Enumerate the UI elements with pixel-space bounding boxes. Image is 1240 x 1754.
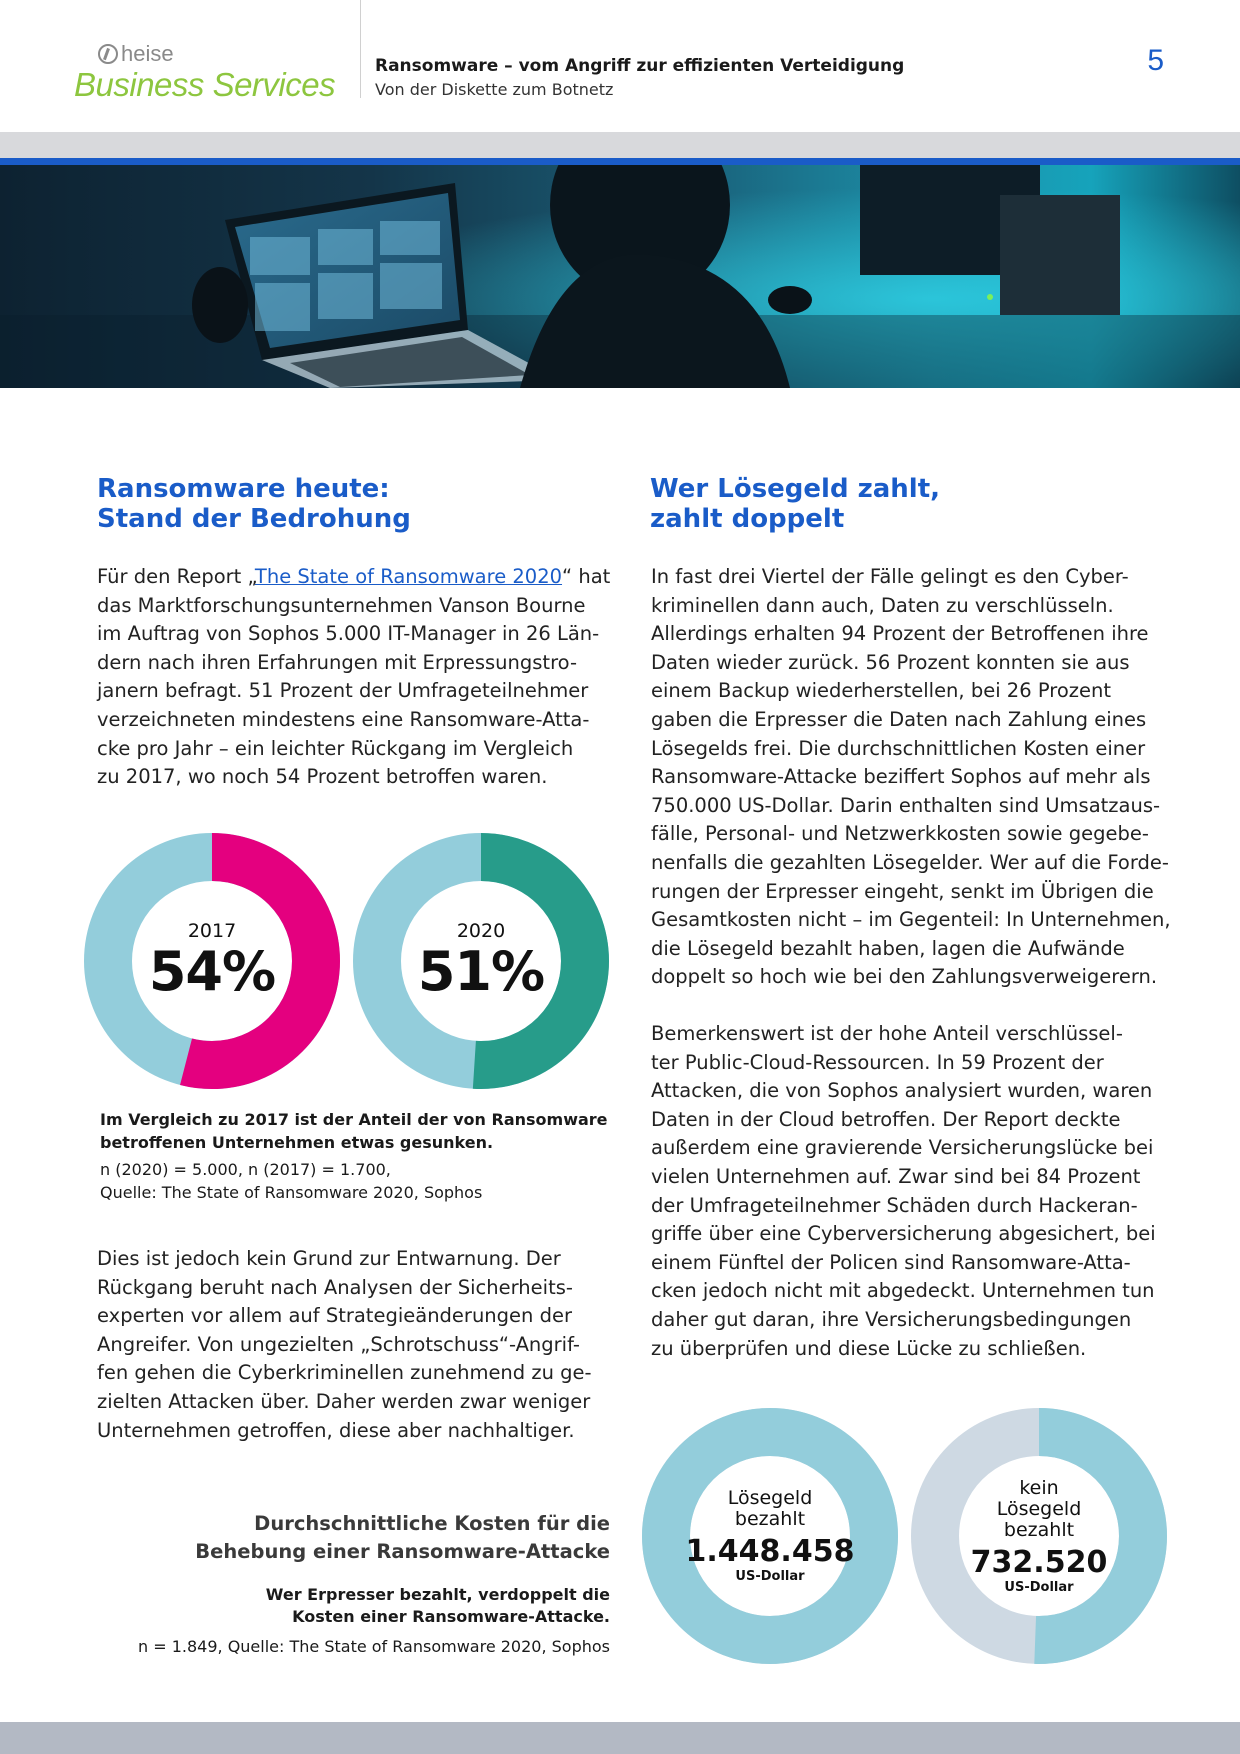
paragraph-line: cke pro Jahr – ein leichter Rückgang im Vergleich [97, 736, 574, 760]
cost-caption-line: Wer Erpresser bezahlt, verdoppelt die [265, 1585, 610, 1604]
paragraph-line: Bemerkenswert ist der hohe Anteil verschlüssel- [651, 1022, 1123, 1045]
paragraph-line: zu 2017, wo noch 54 Prozent betroffen waren. [97, 765, 548, 789]
donut-ransom-not-paid-center [911, 1408, 1167, 1664]
paragraph-line: ter Public-Cloud-Ressourcen. In 59 Prozent der [651, 1050, 1104, 1074]
report-link[interactable]: The State of Ransomware 2020 [254, 565, 563, 588]
donut-chart-caption [100, 1108, 608, 1154]
paragraph-line: einem Fünftel der Policen sind Ransomware-Atta- [651, 1250, 1131, 1274]
paragraph-line: griffe über eine Cyberversicherung abgesichert, bei [651, 1222, 1156, 1246]
paragraph-line: die Lösegeld bezahlt haben, lagen die Aufwände [651, 936, 1125, 960]
donut-label-line: bezahlt [734, 1508, 806, 1530]
paragraph-line: janern befragt. 51 Prozent der Umfrageteilnehmer [97, 679, 589, 703]
hero-illustration [0, 165, 1240, 388]
donut-chart-source [100, 1158, 482, 1204]
paragraph-line: der Umfrageteilnehmer Schäden durch Hackeran- [651, 1193, 1138, 1217]
donut-label [997, 1478, 1082, 1541]
paragraph-line: kriminellen dann auch, Daten zu verschlüsseln. [651, 593, 1114, 617]
paragraph-line: 750.000 US-Dollar. Darin enthalten sind Umsatzaus- [651, 793, 1161, 817]
paragraph-line: vielen Unternehmen auf. Zwar sind bei 84 Prozent [651, 1164, 1141, 1188]
left-paragraph-2 [97, 1245, 592, 1445]
report-suffix-text: “ hat [562, 565, 611, 588]
paragraph-line: dern nach ihren Erfahrungen mit Erpressungstro- [97, 650, 577, 674]
donut-value: 1.448.458 [685, 1534, 855, 1569]
source-line: Quelle: The State of Ransomware 2020, Sophos [100, 1183, 483, 1202]
donut-percentage: 54% [148, 940, 276, 1003]
paragraph-line: Gesamtkosten nicht – im Gegenteil: In Unternehmen, [651, 908, 1171, 932]
donut-year-label: 2020 [456, 920, 506, 942]
left-paragraph-1 [97, 563, 610, 792]
document-title: Ransomware – vom Angriff zur effizienten Verteidigung [375, 56, 905, 76]
donut-year-label: 2017 [187, 920, 237, 942]
paragraph-line: Daten wieder zurück. 56 Prozent konnten sie aus [651, 650, 1130, 674]
caption-line: Im Vergleich zu 2017 ist der Anteil der von Ransomware [100, 1110, 608, 1129]
donut-value: 732.520 [970, 1544, 1108, 1580]
cost-source-line: n = 1.849, Quelle: The State of Ransomware 2020, Sophos [138, 1637, 610, 1656]
caption-line: betroffenen Unternehmen etwas gesunken. [100, 1133, 494, 1152]
paragraph-line: Daten in der Cloud betroffen. Der Report deckte [651, 1107, 1121, 1131]
paragraph-line: Ransomware-Attacke beziffert Sophos auf mehr als [651, 765, 1151, 789]
header-gray-band [0, 132, 1240, 158]
donut-label-line: bezahlt [1003, 1518, 1075, 1541]
right-paragraph-1 [651, 563, 1171, 992]
right-section-heading [650, 474, 940, 534]
donut-chart-2020 [353, 833, 609, 1089]
right-paragraph-2 [651, 1020, 1156, 1363]
paragraph-line: Angreifer. Von ungezielten „Schrotschuss“-Angrif- [97, 1332, 580, 1356]
heise-logo-row [98, 41, 174, 66]
page-header [0, 0, 1240, 132]
paragraph-line: fen gehen die Cyberkriminellen zunehmend zu ge- [97, 1361, 592, 1385]
heise-logo-icon [98, 44, 118, 64]
paragraph-line: im Auftrag von Sophos 5.000 IT-Manager in 26 Län- [97, 622, 600, 646]
hero-image-hacker-at-laptop [0, 165, 1240, 388]
paragraph-line: fälle, Personal- und Netzwerkkosten sowie gegebe- [651, 822, 1149, 846]
paragraph-line: Lösegelds frei. Die durchschnittlichen Kosten einer [651, 736, 1146, 760]
cost-chart-source [138, 1636, 610, 1658]
paragraph-line: rungen der Erpresser eingeht, senkt im Übrigen die [651, 879, 1154, 903]
donut-2017-center [84, 833, 340, 1089]
paragraph-line: Allerdings erhalten 94 Prozent der Betroffenen ihre [651, 622, 1149, 646]
cost-caption-line: Kosten einer Ransomware-Attacke. [292, 1607, 610, 1626]
logo-heise-text: heise [121, 41, 174, 66]
heise-business-services-logo [74, 41, 336, 104]
source-line: n (2020) = 5.000, n (2017) = 1.700, [100, 1160, 391, 1179]
donut-percentage: 51% [417, 940, 545, 1003]
paragraph-line: Dies ist jedoch kein Grund zur Entwarnung. Der [97, 1247, 561, 1270]
donut-2020-center [353, 833, 609, 1089]
donut-label-line: kein [1019, 1476, 1059, 1499]
paragraph-line: außerdem eine gravierende Versicherungslücke bei [651, 1136, 1154, 1160]
cost-chart-title [195, 1510, 610, 1566]
left-heading-line: Stand der Bedrohung [97, 504, 411, 534]
paragraph-line: einem Backup wiederherstellen, bei 26 Prozent [651, 679, 1111, 703]
right-heading-line: Wer Lösegeld zahlt, [650, 474, 941, 504]
page-number: 5 [1147, 44, 1164, 77]
section-subtitle: Von der Diskette zum Botnetz [375, 80, 614, 99]
paragraph-line: nenfalls die gezahlten Lösegelder. Wer auf die Forde- [651, 850, 1169, 874]
header-divider [360, 0, 361, 98]
paragraph-line: In fast drei Viertel der Fälle gelingt es den Cyber- [651, 565, 1129, 588]
paragraph-line: doppelt so hoch wie bei den Zahlungsverweigerern. [651, 965, 1158, 989]
paragraph-line: zielten Attacken über. Daher werden zwar weniger [97, 1389, 591, 1413]
left-section-heading [97, 474, 411, 534]
paragraph-line: Attacken, die von Sophos analysiert wurden, waren [651, 1079, 1153, 1103]
donut-label-line: Lösegeld [996, 1497, 1082, 1520]
donut-unit: US-Dollar [1004, 1579, 1074, 1595]
report-intro-text: Für den Report „ [97, 565, 255, 588]
cost-title-line: Behebung einer Ransomware-Attacke [195, 1540, 610, 1563]
donut-chart-2017 [84, 833, 340, 1089]
donut-unit: US-Dollar [735, 1569, 805, 1584]
cost-title-line: Durchschnittliche Kosten für die [254, 1512, 610, 1535]
paragraph-line: verzeichneten mindestens eine Ransomware-Atta- [97, 707, 590, 731]
paragraph-line: experten vor allem auf Strategieänderungen der [97, 1304, 572, 1328]
donut-label-line: Lösegeld [727, 1487, 813, 1509]
paragraph-line: das Marktforschungsunternehmen Vanson Bourne [97, 593, 586, 617]
paragraph-line: daher gut daran, ihre Versicherungsbedingungen [651, 1307, 1132, 1331]
left-heading-line: Ransomware heute: [97, 474, 390, 504]
donut-label [728, 1488, 813, 1530]
donut-chart-ransom-not-paid [911, 1408, 1167, 1664]
cost-chart-caption [266, 1584, 610, 1628]
paragraph-line: cken jedoch nicht mit abgedeckt. Unternehmen tun [651, 1279, 1155, 1303]
paragraph-line [97, 563, 610, 592]
paragraph-line: gaben die Erpresser die Daten nach Zahlung eines [651, 707, 1147, 731]
paragraph-line: zu überprüfen und diese Lücke zu schließen. [651, 1336, 1087, 1360]
logo-business-services-text: Business Services [74, 66, 336, 103]
right-heading-line: zahlt doppelt [650, 504, 845, 534]
header-blue-rule [0, 158, 1240, 165]
donut-chart-ransom-paid [642, 1408, 898, 1664]
donut-ransom-paid-center [642, 1408, 898, 1664]
paragraph-line: Rückgang beruht nach Analysen der Sicherheits- [97, 1275, 573, 1299]
footer-band [0, 1722, 1240, 1754]
paragraph-line: Unternehmen getroffen, diese aber nachhaltiger. [97, 1418, 575, 1442]
